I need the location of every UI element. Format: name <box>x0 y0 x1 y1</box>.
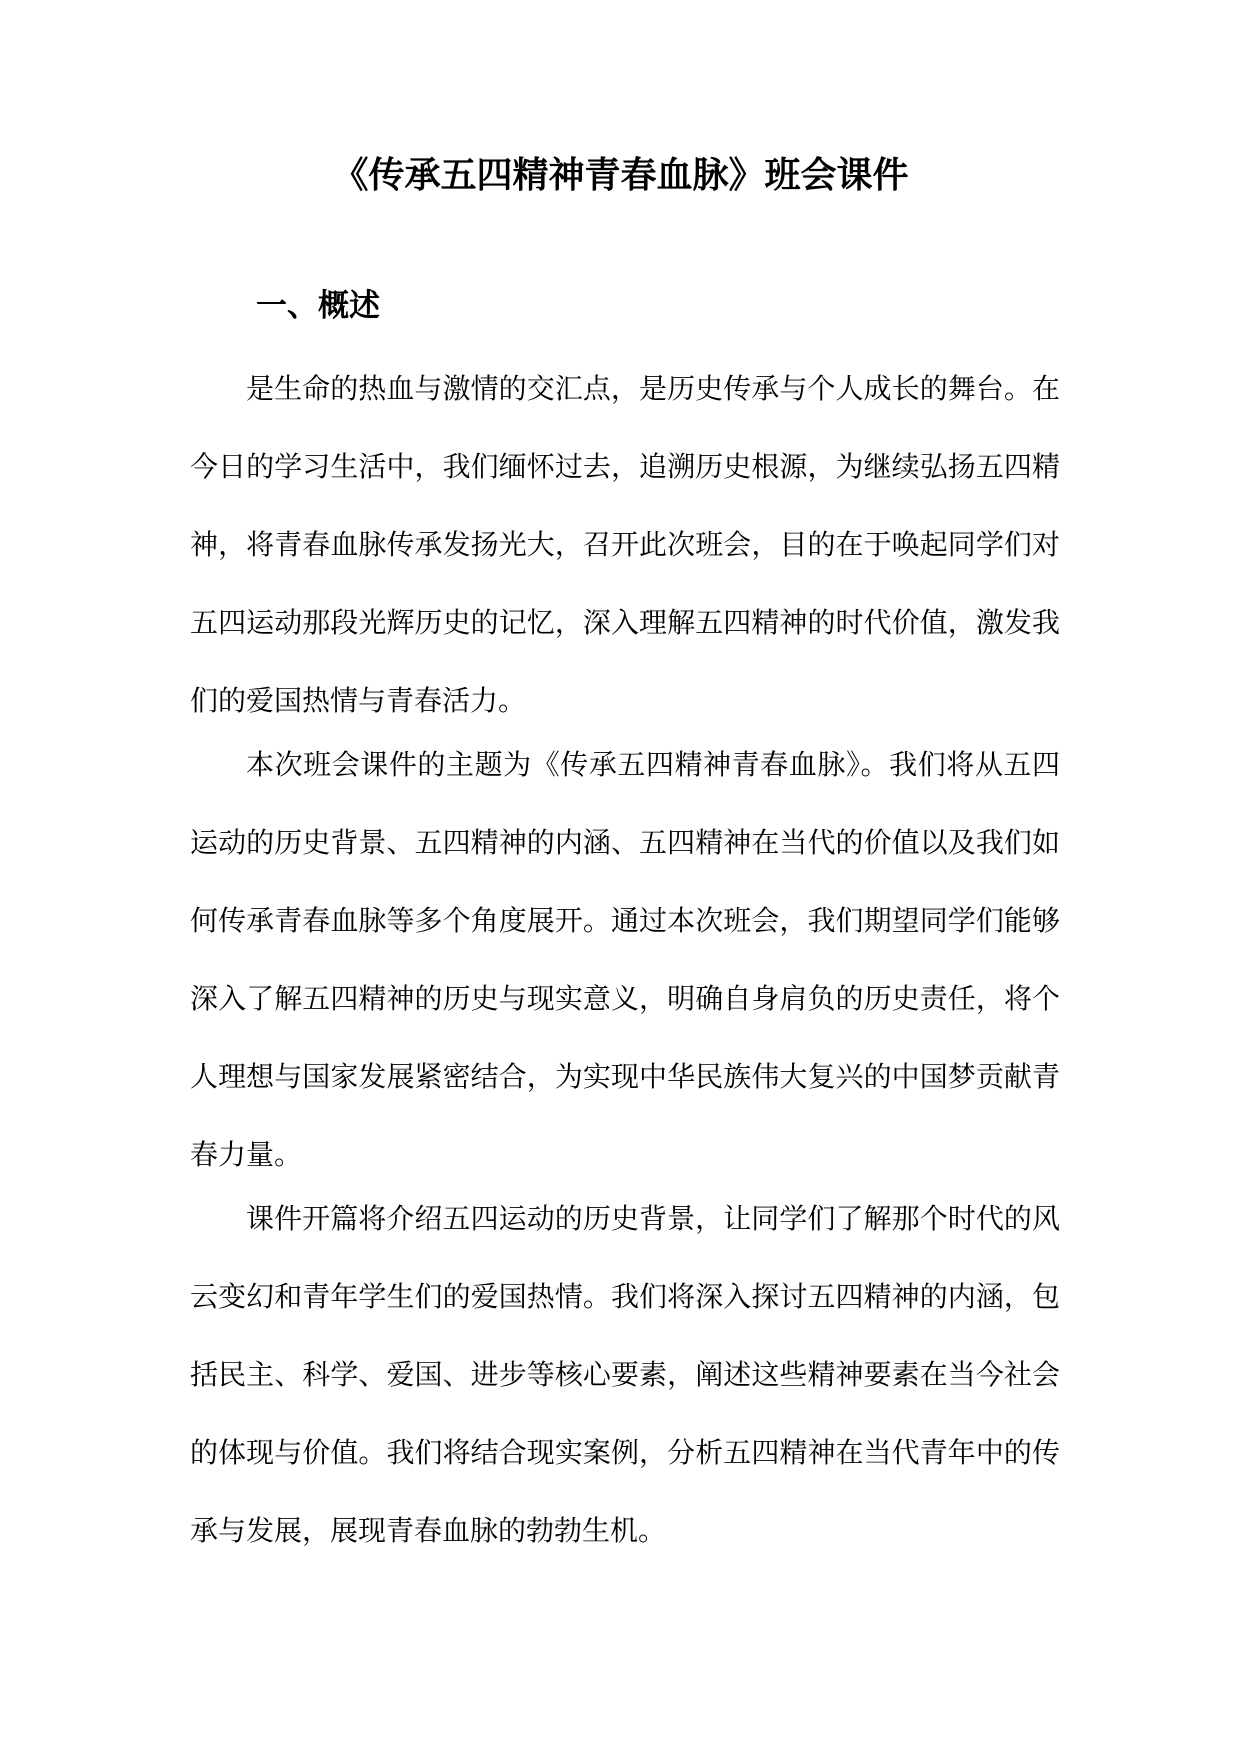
document-title: 《传承五四精神青春血脉》班会课件 <box>332 155 909 196</box>
paragraph-2: 本次班会课件的主题为《传承五四精神青春血脉》。我们将从五四运动的历史背景、五四精神的内涵、五四精神在当代的价值以及我们如何传承青春血脉等多个角度展开。通过本次班会，我们期望同学们能够深入了解五四精神的历史与现实意义，明确自身肩负的历史责任，将个人理想与国家发展紧密结合，为实现中华民族伟大复兴的中国梦贡献青春力量。 <box>190 748 1060 1171</box>
paragraph-1: 是生命的热血与激情的交汇点，是历史传承与个人成长的舞台。在今日的学习生活中，我们缅怀过去，追溯历史根源，为继续弘扬五四精神，将青春血脉传承发扬光大，召开此次班会，目的在于唤起同学们对五四运动那段光辉历史的记忆，深入理解五四精神的时代价值，激发我们的爱国热情与青春活力。 <box>190 372 1060 717</box>
section-heading-overview: 一、概述 <box>256 288 380 324</box>
paragraph-3: 课件开篇将介绍五四运动的历史背景，让同学们了解那个时代的风云变幻和青年学生们的爱国热情。我们将深入探讨五四精神的内涵，包括民主、科学、爱国、进步等核心要素，阐述这些精神要素在当今社会的体现与价值。我们将结合现实案例，分析五四精神在当代青年中的传承与发展，展现青春血脉的勃勃生机。 <box>190 1202 1060 1547</box>
